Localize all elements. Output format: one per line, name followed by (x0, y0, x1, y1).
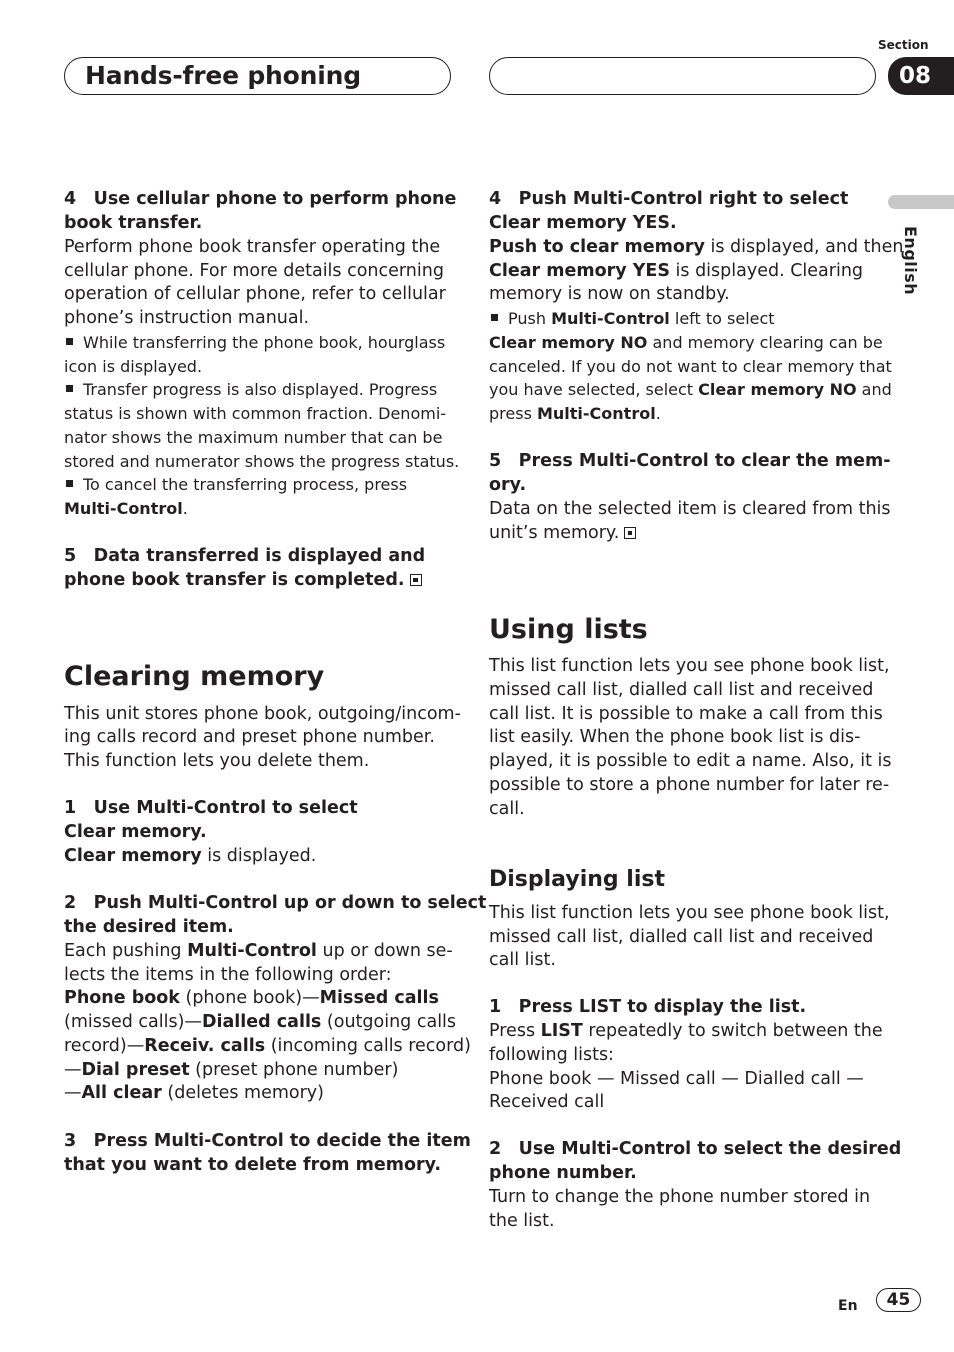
step-heading: 2 Use Multi-Control to select the desired (489, 1139, 902, 1159)
body-text: Phone book — Missed call — Dialled call — (489, 1069, 864, 1089)
step-heading: 2 Push Multi-Control up or down to select (64, 893, 487, 913)
body-text: unit’s memory. (489, 521, 636, 545)
body-text: This list function lets you see phone book list, (489, 903, 890, 923)
note-text: icon is displayed. (64, 357, 203, 376)
body-text: ing calls record and preset phone number. (64, 727, 435, 747)
note-text: stored and numerator shows the progress status. (64, 452, 460, 471)
note-item: While transferring the phone book, hourglass (64, 331, 445, 355)
step-heading: the desired item. (64, 917, 234, 937)
body-text: Data on the selected item is cleared from this (489, 499, 891, 519)
note-item: Push Multi-Control left to select (489, 307, 775, 331)
body-text: phone’s instruction manual. (64, 308, 310, 328)
footer-language: En (838, 1298, 858, 1314)
body-text: call. (489, 799, 525, 819)
step-heading: that you want to delete from memory. (64, 1155, 442, 1175)
note-text: press Multi-Control. (489, 404, 661, 423)
step-heading: 5 Press Multi-Control to clear the mem- (489, 451, 891, 471)
body-text: This function lets you delete them. (64, 751, 370, 771)
section-label: Section (878, 38, 929, 52)
body-text: played, it is possible to edit a name. Also, it is (489, 751, 892, 771)
note-text: you have selected, select Clear memory NO and (489, 380, 892, 399)
body-text: lects the items in the following order: (64, 965, 392, 985)
step-heading: phone number. (489, 1163, 637, 1183)
body-text: missed call list, dialled call list and received (489, 680, 874, 700)
step-heading: 4 Push Multi-Control right to select (489, 189, 849, 209)
section-title: Clearing memory (64, 661, 325, 692)
note-text: nator shows the maximum number that can be (64, 428, 443, 447)
body-text: This list function lets you see phone book list, (489, 656, 890, 676)
body-text: record)—Receiv. calls (incoming calls record) (64, 1036, 471, 1056)
step-heading: Clear memory. (64, 822, 207, 842)
section-number-badge: 08 (888, 57, 954, 95)
end-mark-icon (410, 574, 422, 586)
body-text: possible to store a phone number for later re- (489, 775, 890, 795)
body-text: Received call (489, 1092, 605, 1112)
step-heading: 1 Use Multi-Control to select (64, 798, 358, 818)
step-heading: 3 Press Multi-Control to decide the item (64, 1131, 471, 1151)
subsection-title: Displaying list (489, 867, 665, 892)
note-text: Multi-Control. (64, 499, 188, 518)
body-text: Phone book (phone book)—Missed calls (64, 988, 439, 1008)
bullet-icon (66, 338, 73, 345)
step-heading: book transfer. (64, 213, 203, 233)
body-text: Perform phone book transfer operating the (64, 237, 441, 257)
body-text: Turn to change the phone number stored in (489, 1187, 871, 1207)
body-text: cellular phone. For more details concerning (64, 261, 444, 281)
language-tab (888, 195, 954, 209)
header-blank-box (489, 57, 876, 95)
step-heading: 4 Use cellular phone to perform phone (64, 189, 457, 209)
body-text: following lists: (489, 1045, 614, 1065)
body-text: the list. (489, 1211, 555, 1231)
body-text: Press LIST repeatedly to switch between the (489, 1021, 883, 1041)
note-item: Transfer progress is also displayed. Progress (64, 378, 437, 402)
language-label: English (901, 226, 920, 296)
step-heading: phone book transfer is completed. (64, 568, 422, 592)
bullet-icon (66, 480, 73, 487)
body-text: operation of cellular phone, refer to cellular (64, 284, 446, 304)
body-text: Each pushing Multi-Control up or down se- (64, 941, 453, 961)
step-heading: ory. (489, 475, 527, 495)
note-text: canceled. If you do not want to clear memory that (489, 357, 892, 376)
note-text: status is shown with common fraction. Denomi- (64, 404, 447, 423)
body-text: Push to clear memory is displayed, and then (489, 237, 904, 257)
body-text: —Dial preset (preset phone number) (64, 1060, 399, 1080)
body-text: This unit stores phone book, outgoing/incom- (64, 704, 461, 724)
body-text: memory is now on standby. (489, 284, 730, 304)
step-heading: 5 Data transferred is displayed and (64, 546, 426, 566)
body-text: call list. It is possible to make a call from this (489, 704, 883, 724)
page-title: Hands-free phoning (85, 61, 361, 90)
body-text: Clear memory is displayed. (64, 846, 317, 866)
section-title: Using lists (489, 614, 648, 645)
note-text: Clear memory NO and memory clearing can be (489, 333, 883, 352)
page-number: 45 (876, 1288, 921, 1312)
body-text: call list. (489, 950, 556, 970)
body-text: missed call list, dialled call list and received (489, 927, 874, 947)
bullet-icon (491, 314, 498, 321)
body-text: (missed calls)—Dialled calls (outgoing calls (64, 1012, 457, 1032)
bullet-icon (66, 385, 73, 392)
body-text: —All clear (deletes memory) (64, 1083, 324, 1103)
body-text: Clear memory YES is displayed. Clearing (489, 261, 864, 281)
step-heading: 1 Press LIST to display the list. (489, 997, 807, 1017)
body-text: list easily. When the phone book list is dis- (489, 727, 861, 747)
end-mark-icon (624, 527, 636, 539)
step-heading: Clear memory YES. (489, 213, 677, 233)
note-item: To cancel the transferring process, press (64, 473, 407, 497)
